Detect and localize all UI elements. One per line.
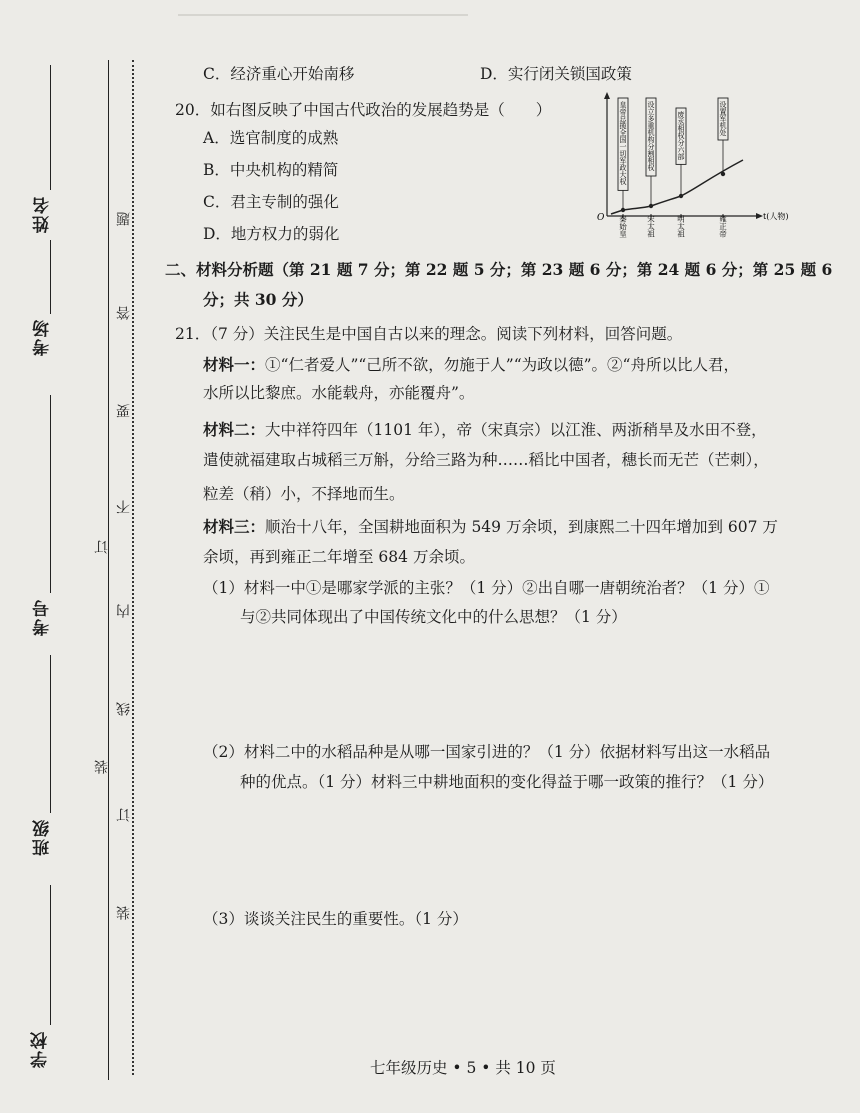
q20-option-d[interactable]: D．地方权力的弱化 <box>203 225 340 243</box>
chart-category-label: 雍正帝 <box>718 214 728 238</box>
q21-material3-l2: 余顷，再到雍正二年增至 684 万余顷。 <box>203 548 475 566</box>
school-blank[interactable] <box>50 885 51 1025</box>
q19-option-c: C．经济重心开始南移 <box>203 65 355 83</box>
class-label: 班级 <box>33 818 53 856</box>
q21-material2-l2: 遣使就福建取占城稻三万斛，分给三路为种……稻比中国者，穗长而无芒（芒刺）， <box>203 451 769 469</box>
room-label: 考场 <box>33 318 53 356</box>
chart-annotation: 皇帝总揽全国一切军政大权 <box>619 101 627 185</box>
school-label: 学校 <box>31 1030 51 1068</box>
q21-material2-l1 <box>203 420 767 440</box>
chart-point <box>649 204 653 208</box>
answer-area-3[interactable] <box>203 940 803 1040</box>
q21-sub2-l2: 种的优点。（1 分）材料三中耕地面积的变化得益于哪一政策的推行？（1 分） <box>240 773 774 791</box>
chart-annotation: 设置军机处 <box>719 101 727 136</box>
material3-text: 顺治十八年，全国耕地面积为 549 万余顷，到康熙二十四年增加到 607 万 <box>265 518 778 536</box>
q20-option-b[interactable]: B．中央机构的精简 <box>203 161 339 179</box>
cut-line <box>132 60 134 1075</box>
name-label: 姓名 <box>33 195 53 233</box>
material1-text: ①“仁者爱人”“己所不欲，勿施于人”“为政以德”。②“舟所以比人君， <box>265 356 739 374</box>
notice-char: 订 <box>116 808 132 822</box>
q20-option-a[interactable]: A．选官制度的成熟 <box>203 129 339 147</box>
q21-sub2-l1: （2）材料二中的水稻品种是从哪一国家引进的？（1 分）依据材料写出这一水稻品 <box>203 743 771 761</box>
political-trend-chart <box>593 90 793 240</box>
material2-label: 材料二： <box>203 420 266 439</box>
chart-annotation: 废丞相权分六部 <box>677 111 685 160</box>
q21-sub1-l1: （1）材料一中①是哪家学派的主张？（1 分）②出自哪一唐朝统治者？（1 分）① <box>203 579 770 597</box>
chart-annotation: 设立多重机构分割相权 <box>647 101 655 171</box>
binding-word: 订 <box>94 540 110 554</box>
material3-label: 材料三： <box>203 517 266 536</box>
notice-char: 不 <box>116 500 132 514</box>
q21-sub3: （3）谈谈关注民生的重要性。（1 分） <box>203 910 468 928</box>
notice-char: 装 <box>116 906 132 920</box>
chart-x-arrow <box>756 213 763 219</box>
material1-label: 材料一： <box>203 355 266 374</box>
chart-x-label: t(人物) <box>763 212 789 221</box>
name-blank[interactable] <box>50 65 51 190</box>
chart-point <box>679 194 683 198</box>
binding-word: 装 <box>94 760 110 774</box>
chart-origin-label: O <box>597 213 605 223</box>
chart-point <box>721 172 725 176</box>
binding-line <box>108 60 109 1080</box>
page-footer: 七年级历史 • 5 • 共 10 页 <box>370 1059 556 1077</box>
notice-char: 题 <box>116 212 132 226</box>
chart-y-arrow <box>604 92 610 99</box>
section2-title-l2: 分；共 30 分） <box>203 290 313 309</box>
material2-text: 大中祥符四年（1101 年），帝（宋真宗）以江淮、两浙稍旱及水田不登， <box>265 421 767 439</box>
notice-char: 要 <box>116 404 132 418</box>
notice-char: 内 <box>116 604 132 618</box>
number-label: 考号 <box>33 598 53 636</box>
section2-title-l1: 二、材料分析题（第 21 题 7 分；第 22 题 5 分；第 23 题 6 分；第 24 题 6 分；第 25 题 6 <box>165 260 833 279</box>
number-blank[interactable] <box>50 395 51 593</box>
chart-category-label: 宋太祖 <box>646 214 656 238</box>
q19-option-d: D．实行闭关锁国政策 <box>480 65 632 83</box>
q21-stem: 21．（7 分）关注民生是中国自古以来的理念。阅读下列材料，回答问题。 <box>175 325 683 343</box>
scan-artifact <box>178 14 468 16</box>
chart-category-label: 秦始皇 <box>618 214 628 238</box>
notice-char: 答 <box>116 306 132 320</box>
q21-material3-l1 <box>203 517 778 537</box>
answer-area-1[interactable] <box>203 635 803 735</box>
q21-material2-l3: 粒差（稍）小，不择地而生。 <box>203 485 405 503</box>
chart-point <box>621 208 625 212</box>
chart-category-label: 明太祖 <box>676 214 686 238</box>
q21-material1-l1 <box>203 355 739 375</box>
class-blank[interactable] <box>50 655 51 813</box>
q21-material1-l2: 水所以比黎庶。水能载舟，亦能覆舟”。 <box>203 384 475 402</box>
q21-sub1-l2: 与②共同体现出了中国传统文化中的什么思想？（1 分） <box>240 608 627 626</box>
notice-char: 线 <box>116 702 132 716</box>
room-blank[interactable] <box>50 240 51 314</box>
answer-area-2[interactable] <box>203 800 803 900</box>
q20-option-c[interactable]: C．君主专制的强化 <box>203 193 339 211</box>
q20-stem: 20．如右图反映了中国古代政治的发展趋势是（ ） <box>175 101 552 119</box>
